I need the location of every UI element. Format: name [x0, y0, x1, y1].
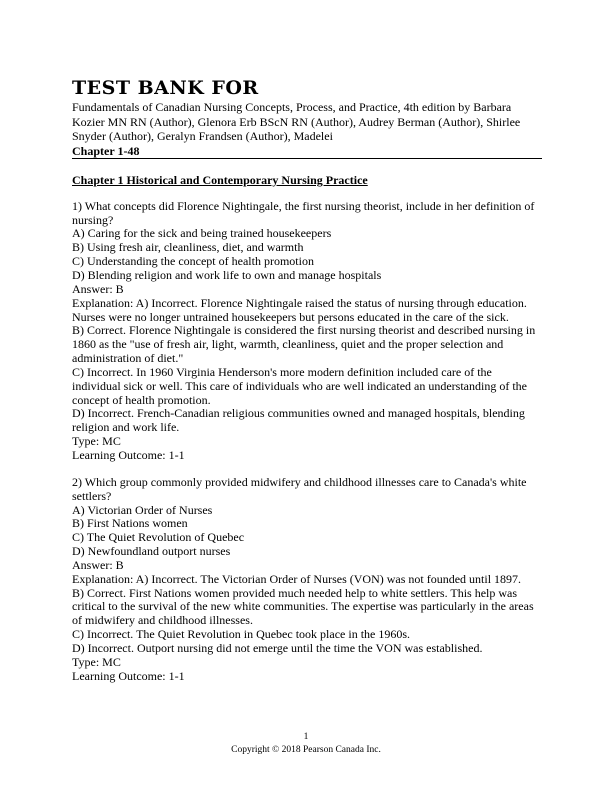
question-block-1	[72, 200, 542, 463]
question-block-2	[72, 476, 542, 684]
option-a: A) Victorian Order of Nurses	[72, 502, 213, 517]
option-b: B) Using fresh air, cleanliness, diet, and warmth	[72, 240, 304, 255]
option-d: D) Blending religion and work life to own and manage hospitals	[72, 268, 382, 282]
explanation-a: Explanation: A) Incorrect. Florence Nightingale raised the status of nursing through education. Nurses were no longer untrained housekeepers but persons educated in the care of the sick.	[72, 295, 527, 324]
explanation-d: D) Incorrect. French-Canadian religious communities owned and managed hospitals, blending religion and work life.	[72, 406, 525, 435]
page-content	[72, 78, 542, 696]
test-bank-title: TEST BANK FOR	[72, 77, 259, 99]
header-rule	[72, 158, 542, 159]
option-c: C) Understanding the concept of health promotion	[72, 254, 314, 269]
explanation-a: Explanation: A) Incorrect. The Victorian Order of Nurses (VON) was not founded until 1897.	[72, 571, 522, 586]
option-c: C) The Quiet Revolution of Quebec	[72, 530, 245, 545]
book-subtitle: Fundamentals of Canadian Nursing Concepts, Process, and Practice, 4th edition by Barbara Kozier MN RN (Author), Glenora Erb BScN RN (Author), Audrey Berman (Author), Shirlee Snyder (Author), Geralyn Frandsen (Author), Madelei	[72, 100, 521, 144]
explanation-b: B) Correct. Florence Nightingale is considered the first nursing theorist and described nursing in 1860 as the "use of fresh air, light, warmth, cleanliness, quiet and the proper selection and administration of diet."	[72, 323, 536, 366]
answer-line: Answer: B	[72, 557, 124, 572]
question-text: 1) What concepts did Florence Nightingale, the first nursing theorist, include in her definition of nursing?	[72, 198, 535, 227]
question-type: Type: MC	[72, 654, 121, 669]
explanation-c: C) Incorrect. In 1960 Virginia Henderson's more modern definition included care of the individual sick or well. This care of individuals who are well indicated an understanding of the concept of health promotion.	[72, 364, 527, 407]
option-d: D) Newfoundland outport nurses	[72, 544, 231, 559]
option-b: B) First Nations women	[72, 516, 188, 531]
question-type: Type: MC	[72, 434, 121, 449]
option-a: A) Caring for the sick and being trained housekeepers	[72, 226, 332, 241]
learning-outcome: Learning Outcome: 1-1	[72, 447, 185, 462]
learning-outcome: Learning Outcome: 1-1	[72, 668, 185, 683]
answer-line: Answer: B	[72, 281, 124, 296]
copyright-notice: Copyright © 2018 Pearson Canada Inc.	[231, 745, 381, 755]
explanation-d: D) Incorrect. Outport nursing did not emerge until the time the VON was established.	[72, 640, 483, 655]
question-text: 2) Which group commonly provided midwifery and childhood illnesses care to Canada's white settlers?	[72, 474, 527, 503]
chapter-heading: Chapter 1 Historical and Contemporary Nursing Practice	[72, 172, 368, 187]
page-number: 1	[303, 732, 309, 742]
explanation-b: B) Correct. First Nations women provided much needed help to white settlers. This help was critical to the survival of the new white communities. The expertise was particularly in the areas of midwifery and childhood illnesses.	[72, 585, 534, 628]
chapter-range: Chapter 1-48	[72, 143, 140, 158]
explanation-c: C) Incorrect. The Quiet Revolution in Quebec took place in the 1960s.	[72, 627, 411, 642]
